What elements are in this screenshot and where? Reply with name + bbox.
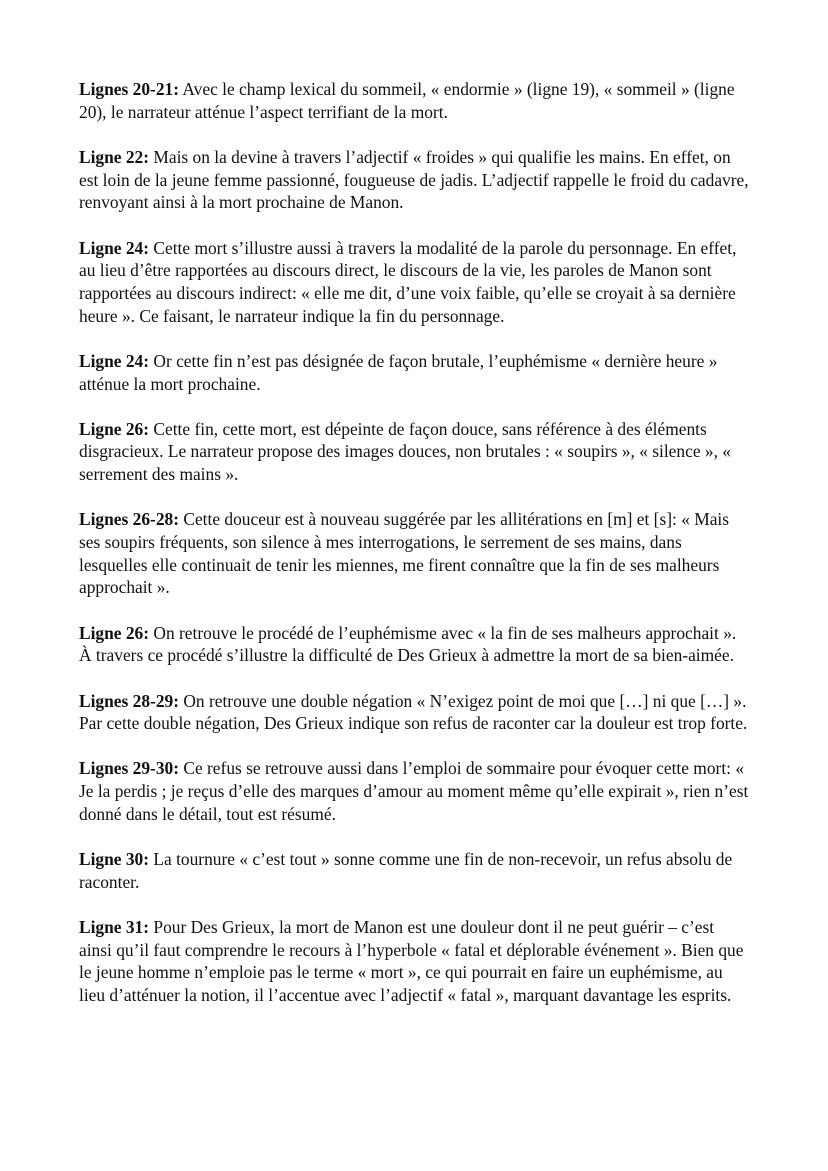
line-reference: Lignes 20-21: (79, 79, 179, 99)
paragraph-text: Mais on la devine à travers l’adjectif « froides » qui qualifie les mains. En effet, on est loin de la jeune femme passionné, fougueuse de jadis. L’adjectif rappelle le froid du cadavre, renvoyant ainsi à la mort prochaine de Manon. (79, 146, 749, 213)
line-reference: Lignes 29-30: (79, 758, 179, 779)
line-reference: Ligne 22: (79, 146, 150, 167)
line-reference: Lignes 28-29: (79, 690, 179, 711)
line-reference: Ligne 26: (79, 622, 150, 643)
paragraph-text: Pour Des Grieux, la mort de Manon est une douleur dont il ne peut guérir – c’est ainsi qu’il faut comprendre le recours à l’hyperbole « fatal et déplorable événement ». Bien que le jeune homme n’emploie pas le terme « mort », ce qui pourrait en faire un euphémisme, au lieu d’atténuer la notion, il l’accentue avec l’adjectif « fatal », marquant davantage les esprits. (79, 916, 744, 1006)
line-reference: Ligne 26: (79, 418, 150, 439)
paragraph-lignes-28-29 (79, 690, 751, 735)
paragraph-text: On retrouve le procédé de l’euphémisme avec « la fin de ses malheurs approchait ». À travers ce procédé s’illustre la difficulté de Des Grieux à admettre la mort de sa bien-aimée. (79, 622, 737, 666)
paragraph-ligne-22 (79, 146, 751, 214)
paragraph-ligne-30 (79, 848, 751, 893)
line-reference: Ligne 24: (79, 350, 150, 371)
paragraph-text: Cette douceur est à nouveau suggérée par les allitérations en [m] et [s]: « Mais ses soupirs fréquents, son silence à mes interrogations, le serrement de ses mains, dans lesquelles elle continuait de tenir les miennes, me firent connaître que la fin de ses malheurs approchait ». (79, 509, 730, 598)
paragraph-text: Avec le champ lexical du sommeil, « endormie » (ligne 19), « sommeil » (ligne 20), le narrateur atténue l’aspect terrifiant de la mort. (79, 79, 735, 122)
line-reference: Ligne 31: (79, 916, 150, 937)
paragraph-text: Or cette fin n’est pas désignée de façon brutale, l’euphémisme « dernière heure » atténue la mort prochaine. (79, 350, 718, 394)
paragraph-ligne-31 (79, 916, 751, 1007)
paragraph-lignes-20-21 (79, 78, 751, 123)
paragraph-text: Cette fin, cette mort, est dépeinte de façon douce, sans référence à des éléments disgracieux. Le narrateur propose des images douces, non brutales : « soupirs », « silence », « serrement des mains ». (79, 418, 731, 485)
paragraph-ligne-24-a (79, 237, 751, 328)
paragraph-text: Cette mort s’illustre aussi à travers la modalité de la parole du personnage. En effet, au lieu d’être rapportées au discours direct, le discours de la vie, les paroles de Manon sont rapportées au discours indirect: « elle me dit, d’une voix faible, qu’elle se croyait à sa dernière heure ». Ce faisant, le narrateur indique la fin du personnage. (79, 237, 737, 326)
paragraph-text: On retrouve une double négation « N’exigez point de moi que […] ni que […] ». Par cette double négation, Des Grieux indique son refus de raconter car la douleur est trop forte. (79, 690, 748, 734)
paragraph-ligne-26-a (79, 418, 751, 486)
line-reference: Ligne 24: (79, 237, 150, 258)
paragraph-ligne-26-b (79, 622, 751, 667)
paragraph-ligne-24-b (79, 350, 751, 395)
paragraph-text: Ce refus se retrouve aussi dans l’emploi de sommaire pour évoquer cette mort: « Je la perdis ; je reçus d’elle des marques d’amour au moment même qu’elle expirait », rien n’est donné dans le détail, tout est résumé. (79, 758, 749, 824)
paragraph-text: La tournure « c’est tout » sonne comme une fin de non-recevoir, un refus absolu de raconter. (79, 849, 733, 892)
line-reference: Lignes 26-28: (79, 509, 179, 530)
line-reference: Ligne 30: (79, 849, 150, 870)
paragraph-lignes-26-28 (79, 508, 751, 599)
paragraph-lignes-29-30 (79, 757, 751, 825)
document-body (79, 78, 751, 1029)
